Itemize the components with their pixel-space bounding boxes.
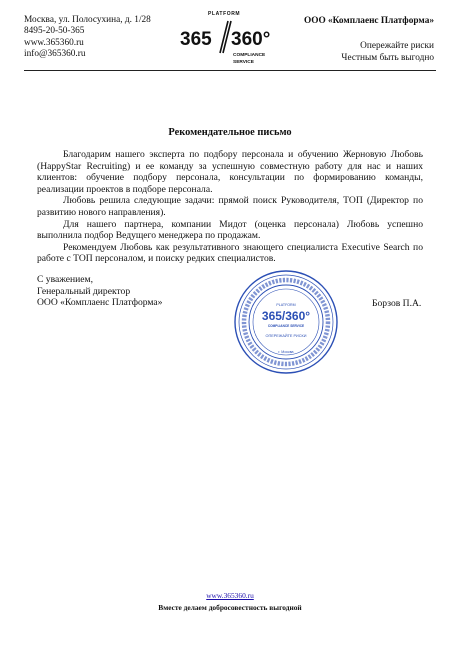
signer-name: Борзов П.А. [372,298,422,309]
footer-website-link[interactable]: www.365360.ru [206,591,254,600]
stamp-main-text: 365/360° [261,309,311,323]
stamp-sub-text: COMPLIANCE SERVICE [267,324,305,328]
footer-slogan: Вместе делаем добросовестность выгодной [158,603,302,612]
stamp-small-text: PLATFORM [276,303,296,307]
company-logo [178,5,270,69]
contact-phone: 8495-20-50-365 [24,26,85,37]
closing-regards: С уважением, [37,274,94,285]
logo-top-text: PLATFORM [208,11,241,17]
closing-company: ООО «Комплаенс Платформа» [37,297,163,309]
header-divider [24,70,436,71]
logo-main-right: 360° [231,29,270,50]
company-header-right [304,15,434,64]
tagline-1: Опережайте риски [360,41,434,51]
contact-block [24,15,151,61]
contact-website[interactable]: www.365360.ru [24,37,84,48]
letter-paragraph: Рекомендуем Любовь как результативного знающего специалиста Executive Search по работе с ТОП персоналом, и поиску редких специалистов. [37,241,423,265]
closing-position: Генеральный директор [37,285,131,297]
stamp-tagline: ОПЕРЕЖАЙТЕ РИСКИ [265,334,307,338]
contact-email[interactable]: info@365360.ru [24,49,86,60]
stamp-city: г. Москва [278,350,294,354]
letter-title: Рекомендательное письмо [168,127,292,138]
letter-paragraph: Благодарим нашего эксперта по подбору персонала и обучению Жерновую Любовь (HappyStar Recruiting) и ее команду за успешную совместную работу для нас и наших клиентов: обучение подбору персонала, консультации по формированию команды, реализации проектов в подборе персонала. [37,149,423,195]
letter-closing [37,274,162,309]
company-name: ООО «Комплаенс Платформа» [303,16,434,26]
logo-bottom-1: COMPLIANCE [233,53,266,58]
contact-address: Москва, ул. Полосухина, д. 1/28 [24,15,151,25]
logo-bottom-2: SERVICE [233,60,254,65]
company-stamp [232,268,340,376]
tagline-2: Честным быть выгодно [341,53,434,63]
letter-paragraph: Любовь решила следующие задачи: прямой поиск Руководителя, ТОП (Директор по развитию нового направления). [37,195,423,218]
logo-main-left: 365 [180,29,212,50]
letter-paragraph: Для нашего партнера, компании Мидот (оценка персонала) Любовь успешно выполнила подбор Ведущего менеджера по продажам. [37,218,423,242]
page-footer [0,590,460,614]
letter-body [37,149,423,265]
